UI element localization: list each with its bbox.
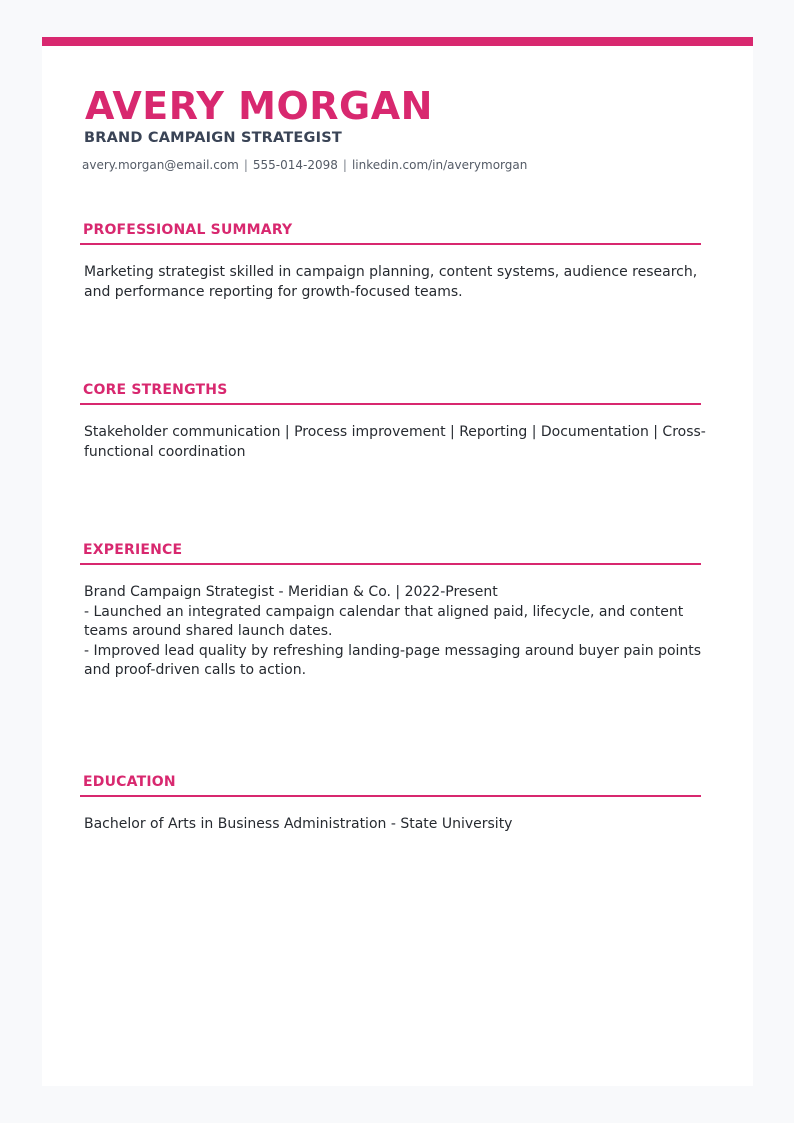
experience-bullet: - Launched an integrated campaign calendar that aligned paid, lifecycle, and content teams around shared launch dates.	[84, 603, 684, 639]
education-text	[84, 815, 709, 835]
contact-linkedin: linkedin.com/in/averymorgan	[351, 158, 528, 172]
section-divider	[80, 563, 701, 565]
job-title: BRAND CAMPAIGN STRATEGIST	[84, 130, 342, 146]
contact-separator: |	[243, 158, 248, 172]
strengths-text	[84, 423, 709, 462]
education-heading: EDUCATION	[83, 774, 176, 790]
summary-paragraph: Marketing strategist skilled in campaign planning, content systems, audience research, and performance reporting for growth-focused teams.	[84, 264, 698, 300]
summary-text	[84, 263, 709, 302]
accent-top-bar	[42, 37, 753, 46]
contact-email: avery.morgan@email.com	[82, 158, 239, 172]
experience-role-line: Brand Campaign Strategist - Meridian & Co. | 2022-Present	[84, 584, 498, 600]
candidate-name: AVERY MORGAN	[85, 84, 433, 128]
section-divider	[80, 243, 701, 245]
resume-page	[42, 37, 753, 1086]
contact-separator: |	[342, 158, 347, 172]
section-divider	[80, 403, 701, 405]
section-divider	[80, 795, 701, 797]
experience-bullet: - Improved lead quality by refreshing landing-page messaging around buyer pain points and proof-driven calls to action.	[84, 642, 702, 678]
contact-phone: 555-014-2098	[252, 158, 338, 172]
experience-text	[84, 583, 709, 681]
summary-heading: PROFESSIONAL SUMMARY	[83, 222, 293, 238]
experience-heading: EXPERIENCE	[83, 542, 183, 558]
strengths-heading: CORE STRENGTHS	[83, 382, 228, 398]
strengths-paragraph: Stakeholder communication | Process improvement | Reporting | Documentation | Cross-functional coordination	[84, 424, 706, 460]
education-paragraph: Bachelor of Arts in Business Administration - State University	[84, 816, 513, 832]
contact-line	[82, 158, 527, 172]
